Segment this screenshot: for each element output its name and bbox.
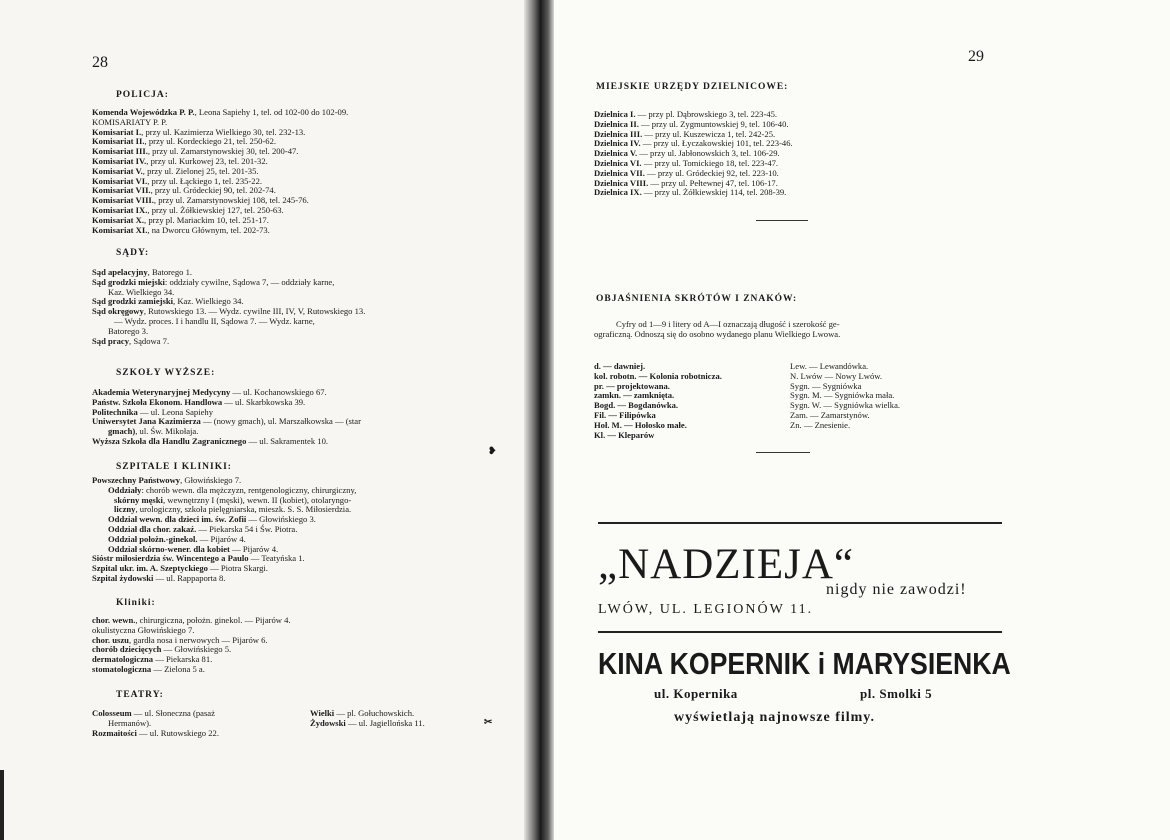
list-item: Dzielnica VIII. — przy ul. Pełtewnej 47, tel. 106-17. (594, 177, 778, 188)
ad-top-rule (598, 522, 1002, 524)
theatres-left-list (92, 709, 219, 738)
list-item: Wyższa Szkoła dla Handlu Zagranicznego — ul. Sakramentek 10. (92, 435, 329, 446)
clinics-list (92, 616, 291, 675)
list-item: ograficzną. Odnoszą się do osobno wydanego planu Wielkiego Lwowa. (594, 328, 841, 339)
list-item: Oddział dla chor. zakaź. — Piekarska 54 i Św. Piotra. (108, 523, 298, 534)
list-item: Wielki — pl. Gołuchowskich. (310, 708, 415, 718)
list-item: Oddział skórno-wener. dla kobiet — Pijarów 4. (108, 543, 279, 554)
list-item: liczny, urologiczny, szkoła pielęgniarska, mieszk. S. S. Miłosierdzia. (114, 504, 352, 515)
abbreviations-right-column (790, 362, 900, 431)
list-item: Bogd. — Bogdanówka. (594, 400, 679, 411)
list-item: Sióstr miłosierdzia św. Wincentego a Paulo — Teatyńska 1. (92, 553, 305, 564)
kina-ad-address-right: pl. Smolki 5 (860, 686, 933, 701)
list-item: Sygn. W. — Sygniówka wielka. (790, 400, 901, 411)
list-item: Sygn. M. — Sygniówka mała. (790, 390, 895, 401)
list-item: Dzielnica III. — przy ul. Kuszewicza 1, tel. 242-25. (594, 128, 776, 139)
list-item: Komisariat II., przy ul. Kordeckiego 21, tel. 250-62. (92, 136, 277, 147)
districts-heading: MIEJSKIE URZĘDY DZIELNICOWE: (596, 82, 789, 92)
list-item: Dzielnica IV. — przy ul. Łyczakowskiej 101, tel. 223-46. (594, 138, 793, 149)
list-item: chor. wewn., chirurgiczna, położn. ginekol. — Pijarów 4. (92, 615, 291, 625)
list-item: pr. — projektowana. (594, 380, 670, 391)
list-item: Oddziały: chorób wewn. dla mężczyzn, rentgenologiczny, chirurgiczny, (108, 484, 357, 495)
nadzieja-ad-address: LWÓW, UL. LEGIONÓW 11. (598, 602, 814, 617)
schools-list (92, 388, 361, 447)
page-number-right: 29 (968, 48, 984, 65)
list-item: zamkn. — zamknięta. (594, 390, 675, 401)
list-item: Colosseum — ul. Słoneczna (pasaż (92, 708, 215, 718)
list-item: Dzielnica IX. — przy ul. Żółkiewskiej 114, tel. 208-39. (594, 187, 787, 198)
scissors-icon: ✂ (484, 717, 493, 728)
abbreviations-left-column (594, 362, 722, 440)
list-item: chorób dziecięcych — Głowińskiego 5. (92, 644, 232, 655)
list-item: Komisariat IV., przy ul. Kurkowej 23, tel. 201-32. (92, 155, 268, 166)
ad-middle-rule (598, 631, 1002, 633)
list-item: Sąd grodzki miejski: oddziały cywilne, Sądowa 7, — oddziały karne, (92, 276, 335, 287)
list-item: Komisariat VI., przy ul. Łąckiego 1, tel. 235-22. (92, 175, 263, 186)
hospitals-heading: SZPITALE I KLINIKI: (116, 462, 232, 472)
list-item: Sąd apelacyjny, Batorego 1. (92, 267, 193, 277)
list-item: Komisariat III., przy ul. Zamarstynowskiej 30, tel. 200-47. (92, 146, 299, 157)
kina-ad-title: KINA KOPERNIK i MARYSIENKA (598, 646, 1011, 681)
list-item: Sąd pracy, Sądowa 7. (92, 335, 170, 346)
police-list (92, 108, 348, 235)
abbreviations-intro (594, 320, 840, 340)
clinics-heading: Kliniki: (116, 598, 156, 608)
list-item: chor. uszu, gardła nosa i nerwowych — Pijarów 6. (92, 634, 268, 645)
list-item: Hoł. M. — Hołosko małe. (594, 419, 687, 430)
courts-list (92, 268, 365, 346)
list-item: Szpital ukr. im. A. Szeptyckiego — Piotra Skargi. (92, 563, 268, 574)
list-item: Dzielnica VI. — przy ul. Tomickiego 18, tel. 223-47. (594, 157, 779, 168)
list-item: Państw. Szkoła Ekonom. Handlowa — ul. Skarbkowska 39. (92, 396, 306, 407)
list-item: Fil. — Filipówka (594, 409, 656, 420)
courts-heading: SĄDY: (116, 248, 150, 258)
list-item: — Wydz. proces. I i handlu II, Sądowa 7. — Wydz. karne, (114, 315, 315, 326)
districts-list (594, 110, 793, 198)
abbreviations-heading: OBJAŚNIENIA SKRÓTÓW I ZNAKÓW: (596, 294, 798, 304)
section-divider-2 (756, 452, 810, 453)
list-item: Komisariat V., przy ul. Zielonej 25, tel. 201-35. (92, 165, 259, 176)
list-item: kol. robotn. — Kolonia robotnicza. (594, 370, 722, 381)
list-item: d. — dawniej. (594, 361, 646, 371)
list-item: Politechnika — ul. Leona Sapiehy (92, 406, 214, 417)
list-item: Dzielnica VII. — przy ul. Gródeckiej 92, tel. 223-10. (594, 167, 779, 178)
list-item: Kl. — Kleparów (594, 429, 655, 440)
list-item: KOMISARIATY P. P. (92, 116, 168, 127)
list-item: Sąd okręgowy, Rutowskiego 13. — Wydz. cywilne III, IV, V, Rutowskiego 13. (92, 306, 366, 317)
right-page (554, 0, 1170, 840)
kina-ad-address-left: ul. Kopernika (654, 686, 738, 701)
list-item: Komisariat IX., przy ul. Żółkiewskiej 127, tel. 250-63. (92, 204, 284, 215)
list-item: Dzielnica V. — przy ul. Jabłonowskich 3, tel. 106-29. (594, 148, 780, 159)
list-item: Oddział położn.-ginekol. — Pijarów 4. (108, 533, 246, 544)
nadzieja-ad-tagline: nigdy nie zawodzi! (826, 581, 967, 598)
book-spine (524, 0, 554, 840)
list-item: Powszechny Państwowy, Głowińskiego 7. (92, 475, 242, 485)
theatres-right-list (310, 709, 425, 729)
list-item: Kaz. Wielkiego 34. (108, 286, 175, 297)
list-item: gmach), ul. Św. Mikołaja. (108, 426, 199, 437)
list-item: Zn. — Znesienie. (790, 419, 851, 430)
list-item: dermatologiczna — Piekarska 81. (92, 654, 213, 665)
list-item: Komisariat X., przy pl. Mariackim 10, tel. 251-17. (92, 214, 269, 225)
list-item: Hermanów). (108, 717, 152, 728)
list-item: Zam. — Zamarstynów. (790, 409, 870, 420)
list-item: Batorego 3. (108, 325, 149, 336)
section-divider (756, 220, 808, 221)
list-item: Szpital żydowski — ul. Rappaporta 8. (92, 572, 226, 583)
nadzieja-ad-title: „NADZIEJA“ (598, 541, 854, 588)
left-page (0, 0, 524, 840)
list-item: Dzielnica II. — przy ul. Zygmuntowskiej 9, tel. 106-40. (594, 118, 789, 129)
list-item: Oddział wewn. dla dzieci im. św. Zofii — Głowińskiego 3. (108, 514, 316, 525)
list-item: Komisariat I., przy ul. Kazimierza Wielkiego 30, tel. 232-13. (92, 126, 306, 137)
list-item: N. Lwów — Nowy Lwów. (790, 370, 883, 381)
police-heading: POLICJA: (116, 90, 169, 100)
list-item: Żydowski — ul. Jagiellońska 11. (310, 717, 425, 728)
list-item: Sąd grodzki zamiejski, Kaz. Wielkiego 34. (92, 296, 244, 307)
page-edge-mark (0, 770, 4, 840)
list-item: Komisariat XI., na Dworcu Głównym, tel. 202-73. (92, 224, 270, 235)
list-item: Komisariat VII., przy ul. Gródeckiej 90, tel. 202-74. (92, 185, 276, 196)
list-item: Komisariat VIII., przy ul. Zamarstynowskiej 108, tel. 245-76. (92, 195, 309, 206)
hospitals-list (92, 476, 356, 584)
list-item: Uniwersytet Jana Kazimierza — (nowy gmach), ul. Marszałkowska — (star (92, 416, 361, 427)
list-item: Lew. — Lewandówka. (790, 361, 869, 371)
kina-ad-slogan: wyświetlają najnowsze filmy. (674, 710, 876, 725)
list-item: Akademia Weterynaryjnej Medycyny — ul. Kochanowskiego 67. (92, 387, 327, 397)
list-item: okulistyczna Głowińskiego 7. (92, 624, 195, 635)
list-item: Cyfry od 1—9 i litery od A—I oznaczają długość i szerokość ge- (616, 319, 840, 329)
list-item: Rozmaitości — ul. Rutowskiego 22. (92, 727, 219, 738)
list-item: Komenda Wojewódzka P. P., Leona Sapiehy 1, tel. od 102-00 do 102-09. (92, 107, 349, 117)
list-item: Dzielnica I. — przy pl. Dąbrowskiego 3, tel. 223-45. (594, 109, 778, 119)
list-item: Sygn. — Sygniówka (790, 380, 862, 391)
page-number-left: 28 (92, 54, 108, 71)
schools-heading: SZKOŁY WYŻSZE: (116, 368, 216, 378)
margin-sign-icon: ❥ (488, 446, 497, 457)
list-item: skórny męski, wewnętrzny I (męski), wewn. II (kobiet), otolaryngo- (114, 494, 352, 505)
list-item: stomatologiczna — Zielona 5 a. (92, 663, 205, 674)
theatres-heading: TEATRY: (116, 690, 164, 700)
